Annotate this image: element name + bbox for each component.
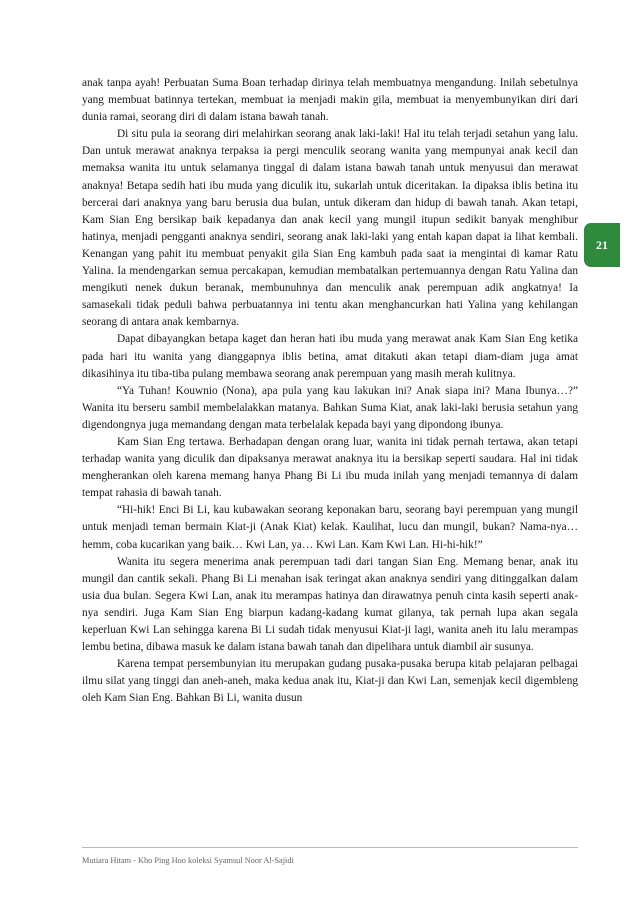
paragraph: anak tanpa ayah! Perbuatan Suma Boan terhadap dirinya telah membuatnya mengandung. Inilah sebetulnya yang membuat batinnya tertekan, membuat ia menjadi makin gila, membuat ia menyembunyikan diri dari dunia ramai, seorang diri di dalam istana bawah tanah. <box>82 77 578 124</box>
paragraph: Wanita itu segera menerima anak perempuan tadi dari tangan Sian Eng. Memang benar, anak itu mungil dan cantik sekali. Phang Bi Li menahan isak teringat akan anaknya sendiri yang ditinggalkan dalam usia dua bulan. Segera Kwi Lan, anak itu merampas hatinya dan dirawatnya penuh cinta kasih seperti anak-nya sendiri. Juga Kam Sian Eng biarpun kadang-kadang kumat gilanya, tak pernah lupa akan segala keperluan Kwi Lan sehingga karena Bi Li sudah tidak menyusui Kiat-ji lagi, wanita aneh itu lalu merampas lembu betina, dibawa masuk ke dalam istana bawah tanah dan dipelihara untuk diambil air susunya. <box>82 555 578 654</box>
footer-divider <box>82 847 578 848</box>
page-number: 21 <box>596 237 608 252</box>
paragraph: Kam Sian Eng tertawa. Berhadapan dengan orang luar, wanita ini tidak pernah tertawa, akan tetapi terhadap wanita yang diculik dan dipaksanya merawat anaknya itu ia bersikap seperti saudara. Hal ini tidak mengherankan oleh karena memang hanya Phang Bi Li ibu muda inilah yang menjadi temannya di dalam tempat rahasia di bawah tanah. <box>82 435 578 500</box>
page-number-tab <box>584 223 620 267</box>
paragraph: “Ya Tuhan! Kouwnio (Nona), apa pula yang kau lakukan ini? Anak siapa ini? Mana Ibunya…?” Wanita itu berseru sambil membelalakkan matanya. Bahkan Suma Kiat, anak laki-laki berusia setahun yang digendongnya juga memandang dengan mata terbelalak kepada bayi yang dipondong ibunya. <box>82 384 578 431</box>
paragraph: “Hi-hik! Enci Bi Li, kau kubawakan seorang keponakan baru, seorang bayi perempuan yang mungil untuk menjadi teman bermain Kiat-ji (Anak Kiat) kelak. Kaulihat, lucu dan mungil, bukan? Nama-nya… hemm, coba kucarikan yang baik… Kwi Lan, ya… Kwi Lan. Kam Kwi Lan. Hi-hi-hik!” <box>82 504 578 551</box>
footer-caption: Mutiara Hitam - Kho Ping Hoo koleksi Syamsul Noor Al-Sajidi <box>82 856 294 865</box>
paragraph: Di situ pula ia seorang diri melahirkan seorang anak laki-laki! Hal itu telah terjadi setahun yang lalu. Dan untuk merawat anaknya terpaksa ia pergi menculik seorang wanita yang mempunyai anak kecil dan memaksa wanita itu untuk selamanya tinggal di dalam istana bawah tanah untuk menyusui dan merawat anaknya! Betapa sedih hati ibu muda yang diculik itu, sukarlah untuk diceritakan. Ia dipaksa iblis betina itu bercerai dari anaknya yang baru berusia dua bulan, untuk dikeram dan hidup di bawah tanah. Akan tetapi, Kam Sian Eng bersikap baik kepadanya dan anak kecil yang mungil itupun sedikit banyak menghibur hatinya, menjadi pengganti anaknya sendiri, seorang anak laki-laki yang entah kapan dapat ia lihat kembali. Kenangan yang pahit itu membuat penyakit gila Sian Eng kambuh pada saat ia mengintai di kamar Ratu Yalina. Ia mendengarkan semua percakapan, kemudian membatalkan pertemuannya dengan Ratu Yalina dan mengikuti nenek dukun beranak, membunuhnya dan menculik anak perempuan adik angkatnya! Ia samasekali tidak peduli bahwa perbuatannya ini tentu akan menghancurkan hati Yalina yang kehilangan seorang di antara anak kembarnya. <box>82 128 578 329</box>
paragraph: Karena tempat persembunyian itu merupakan gudang pusaka-pusaka berupa kitab pelajaran pelbagai ilmu silat yang tinggi dan aneh-aneh, maka kedua anak itu, Kiat-ji dan Kwi Lan, semenjak kecil digembleng oleh Kam Sian Eng. Bahkan Bi Li, wanita dusun <box>82 658 578 705</box>
paragraph: Dapat dibayangkan betapa kaget dan heran hati ibu muda yang merawat anak Kam Sian Eng ketika pada hari itu wanita yang dianggapnya iblis betina, amat ditakuti akan tetapi diam-diam juga amat dikasihinya itu tiba-tiba pulang membawa seorang anak perempuan yang masih merah kulitnya. <box>82 333 578 380</box>
body-text <box>82 75 578 707</box>
